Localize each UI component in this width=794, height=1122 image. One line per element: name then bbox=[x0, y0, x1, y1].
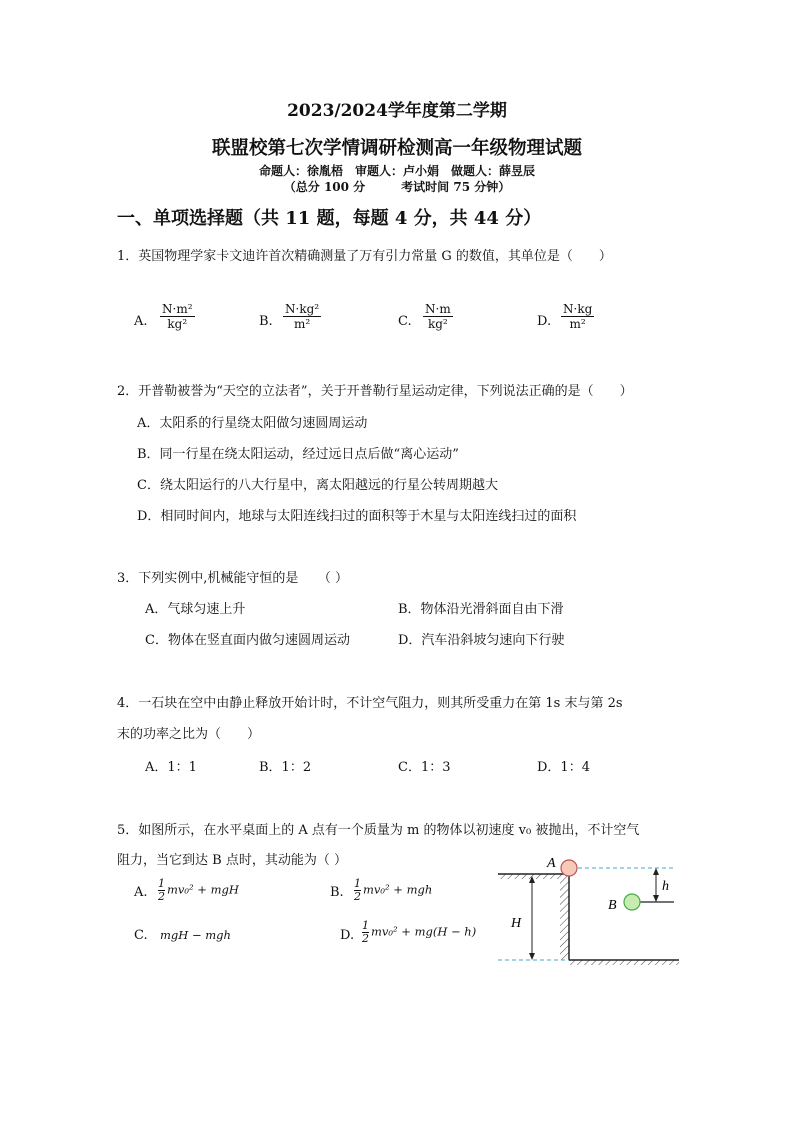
q5-a-rest: mv₀² + mgH bbox=[167, 882, 239, 897]
q1-option-b-label: B. bbox=[259, 314, 273, 329]
question-2-text: 2．开普勒被誉为“天空的立法者”，关于开普勒行星运动定律，下列说法正确的是（ ） bbox=[117, 384, 633, 399]
q3-option-d: D．汽车沿斜坡匀速向下行驶 bbox=[398, 633, 565, 648]
q1-option-b-fraction bbox=[283, 302, 321, 331]
q1-option-b-den: m² bbox=[293, 317, 311, 331]
question-4-line2: 末的功率之比为（ ） bbox=[117, 727, 261, 742]
question-3-text: 3．下列实例中,机械能守恒的是 （ ） bbox=[117, 571, 349, 586]
q4-option-d: D．1：4 bbox=[537, 760, 590, 775]
q1-option-a-label: A. bbox=[134, 314, 148, 329]
q5-label-b: B bbox=[608, 898, 617, 913]
q4-option-b: B．1：2 bbox=[259, 760, 312, 775]
q1-option-a-num: N·m² bbox=[162, 302, 193, 316]
q5-h-arrowhead-bottom bbox=[653, 895, 659, 902]
q3-option-c: C．物体在竖直面内做匀速圆周运动 bbox=[145, 633, 350, 648]
question-1-text: 1．英国物理学家卡文迪许首次精确测量了万有引力常量 G 的数值，其单位是（ ） bbox=[117, 249, 612, 264]
q5-b-rest: mv₀² + mgh bbox=[363, 882, 433, 897]
q3-option-a: A．气球匀速上升 bbox=[145, 602, 246, 617]
q5-option-a-label: A. bbox=[134, 885, 148, 900]
section-heading: 一、单项选择题（共 11 题，每题 4 分，共 44 分） bbox=[117, 208, 542, 229]
q5-d-frac-num: 1 bbox=[362, 919, 369, 932]
q5-ball-b bbox=[624, 894, 640, 910]
q1-option-d-fraction bbox=[561, 302, 594, 331]
q1-option-c-num: N·m bbox=[425, 302, 451, 316]
q1-option-d-label: D. bbox=[537, 314, 552, 329]
q5-option-d-label: D. bbox=[340, 928, 355, 943]
q2-option-a: A．太阳系的行星绕太阳做匀速圆周运动 bbox=[137, 416, 368, 431]
q2-option-d: D．相同时间内，地球与太阳连线扫过的面积等于木星与太阳连线扫过的面积 bbox=[137, 509, 577, 524]
q5-d-frac-den: 2 bbox=[362, 932, 369, 945]
question-5-line1: 5．如图所示，在水平桌面上的 A 点有一个质量为 m 的物体以初速度 v₀ 被抛出，不计空气 bbox=[117, 823, 640, 838]
q2-option-c: C．绕太阳运行的八大行星中，离太阳越远的行星公转周期越大 bbox=[137, 478, 498, 493]
q1-option-a-den: kg² bbox=[167, 317, 188, 331]
q4-option-a: A．1：1 bbox=[145, 760, 197, 775]
q5-option-c-formula: mgH − mgh bbox=[160, 928, 231, 942]
q5-H-arrowhead-bottom bbox=[529, 953, 535, 960]
q5-option-b-formula bbox=[354, 878, 432, 903]
question-5-line2: 阻力，当它到达 B 点时，其动能为（ ） bbox=[117, 853, 347, 868]
q5-label-h: h bbox=[662, 879, 669, 894]
exam-term-title: 2023/2024学年度第二学期 bbox=[287, 101, 507, 121]
q1-option-c-label: C. bbox=[398, 314, 412, 329]
q1-option-b-num: N·kg² bbox=[285, 302, 320, 316]
exam-title: 联盟校第七次学情调研检测高一年级物理试题 bbox=[211, 138, 582, 159]
q4-option-c: C．1：3 bbox=[398, 760, 451, 775]
exam-info: （总分 100 分 考试时间 75 分钟） bbox=[283, 180, 511, 194]
q5-a-frac-num: 1 bbox=[158, 877, 165, 890]
q5-b-frac-num: 1 bbox=[354, 877, 361, 890]
q5-option-c-label: C. bbox=[134, 928, 148, 943]
q5-wall-hatch bbox=[560, 874, 569, 960]
question-4-line1: 4．一石块在空中由静止释放开始计时，不计空气阻力，则其所受重力在第 1s 末与第 2s bbox=[117, 696, 623, 711]
q5-d-rest: mv₀² + mg(H − h) bbox=[371, 924, 477, 939]
q5-option-d-formula bbox=[362, 920, 476, 945]
q3-option-b: B．物体沿光滑斜面自由下滑 bbox=[398, 602, 564, 617]
q5-h-arrowhead-top bbox=[653, 868, 659, 875]
q5-option-b-label: B. bbox=[330, 885, 344, 900]
q1-option-a-fraction bbox=[160, 302, 195, 331]
q5-ball-a bbox=[561, 860, 577, 876]
q5-a-frac-den: 2 bbox=[158, 890, 165, 903]
q5-option-a-formula bbox=[158, 878, 239, 903]
q1-option-d-num: N·kg bbox=[563, 302, 593, 316]
q1-option-d-den: m² bbox=[569, 317, 586, 331]
q5-figure bbox=[494, 850, 684, 975]
q2-option-b: B．同一行星在绕太阳运动，经过远日点后做“离心运动” bbox=[137, 447, 459, 462]
q5-label-H: H bbox=[511, 916, 522, 931]
exam-authors: 命题人：徐胤梧 审题人：卢小娟 做题人：薛昱辰 bbox=[258, 164, 535, 178]
q5-label-a: A bbox=[547, 856, 556, 871]
q5-b-frac-den: 2 bbox=[354, 890, 361, 903]
q1-option-c-den: kg² bbox=[427, 317, 448, 331]
q1-option-c-fraction bbox=[423, 302, 453, 331]
